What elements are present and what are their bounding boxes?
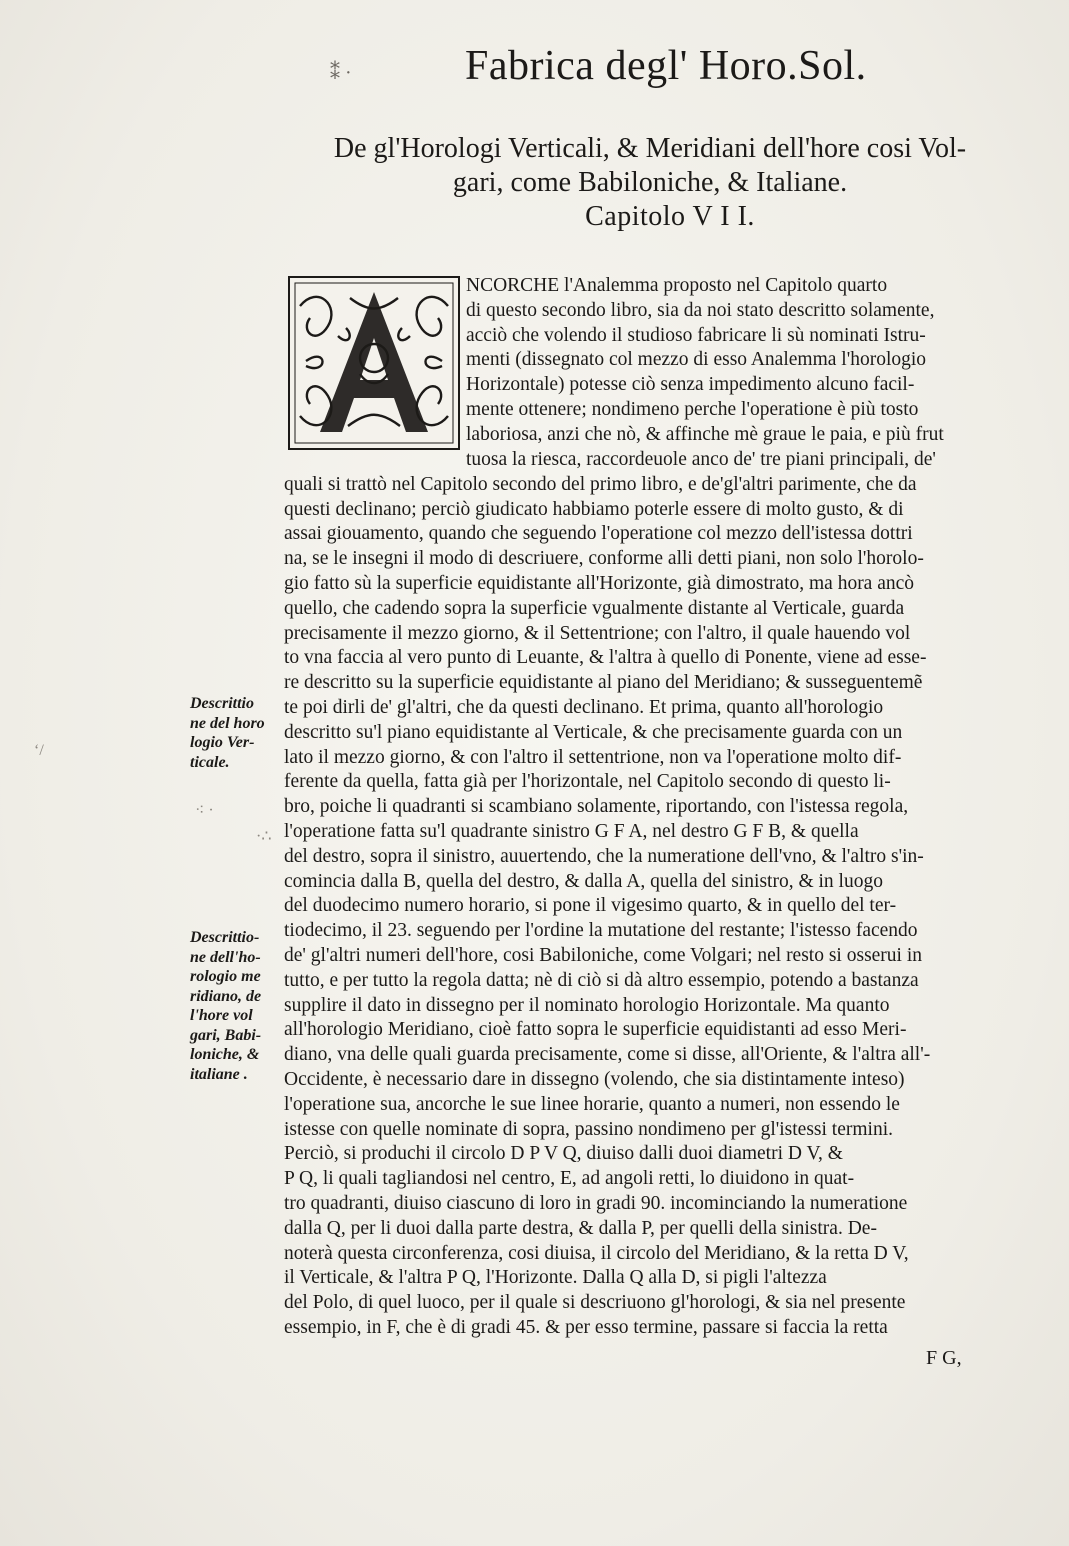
margin-note-line: gari, Babi- xyxy=(190,1026,262,1044)
margin-note-vertical xyxy=(190,694,282,772)
margin-note-line: ne dell'ho- xyxy=(190,948,261,966)
ink-speck-icon: ‘/ xyxy=(34,742,44,759)
paragraph-body xyxy=(284,448,1014,1341)
margin-note-line: Descrittio xyxy=(190,695,254,712)
text-line: dalla Q, per li duoi dalla parte destra, & dalla P, per quelli della sinistra. De- xyxy=(284,1217,877,1239)
text-line: lato il mezzo giorno, & con l'altro il settentrione, non va l'operatione molto dif- xyxy=(284,746,902,768)
text-line: assai giouamento, quando che seguendo l'operatione col mezzo dell'istessa dottri xyxy=(284,523,913,545)
text-line: di questo secondo libro, sia da noi stato descritto solamente, xyxy=(466,299,935,321)
text-line: Horizontale) potesse ciò senza impedimento alcuno facil- xyxy=(466,374,915,396)
paragraph-opening xyxy=(466,274,1016,448)
catchword: F G, xyxy=(926,1347,962,1369)
margin-note-line: rologio me xyxy=(190,968,261,985)
chapter-title-line-1: De gl'Horologi Verticali, & Meridiani dell'hore cosi Vol- xyxy=(333,133,967,164)
margin-note-line: ne del horo xyxy=(190,714,265,732)
text-line: del Polo, di quel luoco, per il quale si descriuono gl'horologi, & sia nel presente xyxy=(284,1292,906,1314)
text-line: re descritto su la superficie equidistante al piano del Meridiano; & susseguentemẽ xyxy=(284,672,923,694)
text-line: NCORCHE l'Analemma proposto nel Capitolo quarto xyxy=(466,275,888,296)
text-line: precisamente il mezzo giorno, & il Settentrione; con l'altro, il quale hauendo vol xyxy=(284,622,911,644)
text-line: acciò che volendo il studioso fabricare li sù nominati Istru- xyxy=(466,324,926,346)
text-line: del destro, sopra il sinistro, auuertendo, che la numeratione dell'vno, & l'altro s'in- xyxy=(284,845,924,867)
text-line: Occidente, è necessario dare in dissegno (volendo, che sia distintamente inteso) xyxy=(284,1068,905,1090)
text-line: mente ottenere; nondimeno perche l'operatione è più tosto xyxy=(466,398,919,420)
margin-note-line: ticale. xyxy=(190,753,230,771)
text-line: to vna faccia al vero punto di Leuante, & l'altra à quello di Ponente, viene ad esse- xyxy=(284,647,927,669)
text-line: de' gl'altri numeri dell'hore, cosi Babiloniche, come Volgari; nel resto si osserui in xyxy=(284,944,923,966)
text-line: del duodecimo numero horario, si pone il vigesimo quarto, & in quello del ter- xyxy=(284,895,897,917)
decorated-initial-icon xyxy=(288,276,460,450)
margin-note-line: logio Ver- xyxy=(190,734,255,751)
text-line: diano, vna delle quali guarda precisamente, come si disse, all'Oriente, & l'altra all'- xyxy=(284,1044,931,1066)
ink-speck-icon: ·∴ xyxy=(256,828,272,845)
page-number-mark: ⁑ · xyxy=(330,62,352,84)
text-line: il Verticale, & l'altra P Q, l'Horizonte. Dalla Q alla D, si pigli l'altezza xyxy=(284,1267,827,1289)
margin-note-line: loniche, & xyxy=(190,1046,260,1063)
text-line: na, se le insegni il modo di descriuere, conforme alli detti piani, non solo l'horolo- xyxy=(284,548,924,570)
text-line: descritto su'l piano equidistante al Verticale, & che precisamente guarda con un xyxy=(284,721,903,743)
text-line: P Q, li quali tagliandosi nel centro, E, ad angoli retti, lo diuidono in quat- xyxy=(284,1168,855,1190)
text-line: l'operatione sua, ancorche le sue linee horarie, quanto a numeri, non essendo le xyxy=(284,1093,900,1115)
ink-speck-icon: ⁖ · xyxy=(195,802,214,819)
text-line: bro, poiche li quadranti si scambiano solamente, riportando, con l'istessa regola, xyxy=(284,796,909,818)
text-line: all'horologio Meridiano, cioè fatto sopra le superficie equidistanti ad esso Meri- xyxy=(284,1019,907,1041)
text-line: tro quadranti, diuiso ciascuno di loro in gradi 90. incominciando la numeratione xyxy=(284,1192,908,1214)
text-line: quali si trattò nel Capitolo secondo del primo libro, e de'gl'altri parimente, che da xyxy=(284,473,917,495)
running-head: Fabrica degl' Horo.Sol. xyxy=(465,43,867,89)
text-line: questi declinano; perciò giudicato habbiamo poterle essere di molto gusto, & di xyxy=(284,498,904,520)
text-line: tuosa la riesca, raccordeuole anco de' tre piani principali, de' xyxy=(466,449,936,470)
text-line: menti (dissegnato col mezzo di esso Analemma l'horologio xyxy=(466,349,927,371)
text-line: te poi dirli de' gl'altri, che da questi declinano. Et prima, quanto all'horologio xyxy=(284,696,884,718)
text-line: quello, che cadendo sopra la superficie vgualmente distante al Verticale, guarda xyxy=(284,597,905,619)
chapter-title-line-3: Capitolo V I I. xyxy=(585,201,755,232)
text-line: Perciò, si produchi il circolo D P V Q, diuiso dalli duoi diametri D V, & xyxy=(284,1143,843,1165)
text-line: comincia dalla B, quella del destro, & dalla A, quella del sinistro, & in luogo xyxy=(284,870,883,892)
margin-note-line: ridiano, de xyxy=(190,987,262,1005)
text-line: supplire il dato in dissegno per il nominato horologio Horizontale. Ma quanto xyxy=(284,994,890,1016)
chapter-title-line-2: gari, come Babiloniche, & Italiane. xyxy=(452,167,848,198)
chapter-title xyxy=(290,132,1010,234)
text-line: essempio, in F, che è di gradi 45. & per esso termine, passare si faccia la retta xyxy=(284,1316,888,1338)
margin-note-line: italiane . xyxy=(190,1065,248,1083)
text-line: noterà questa circonferenza, cosi diuisa, il circolo del Meridiano, & la retta D V, xyxy=(284,1242,909,1264)
margin-note-line: l'hore vol xyxy=(190,1007,253,1024)
margin-note-meridian xyxy=(190,928,282,1084)
text-line: gio fatto sù la superficie equidistante all'Horizonte, già dimostrato, ma hora ancò xyxy=(284,572,915,594)
text-line: tiodecimo, il 23. seguendo per l'ordine la mutatione del restante; l'istesso facendo xyxy=(284,920,918,942)
text-line: ferente da quella, fatta già per l'horizontale, nel Capitolo secondo di questo li- xyxy=(284,771,891,793)
text-line: istesse con quelle nominate di sopra, passino nondimeno per gl'istessi termini. xyxy=(284,1118,893,1140)
text-line: tutto, e per tutto la regola datta; nè di ciò si dà altro essempio, potendo a bastanza xyxy=(284,969,919,991)
text-line: laboriosa, anzi che nò, & affinche mè graue le paia, e più frut xyxy=(466,423,944,445)
text-line: l'operatione fatta su'l quadrante sinistro G F A, nel destro G F B, & quella xyxy=(284,820,859,842)
margin-note-line: Descrittio- xyxy=(190,929,260,946)
